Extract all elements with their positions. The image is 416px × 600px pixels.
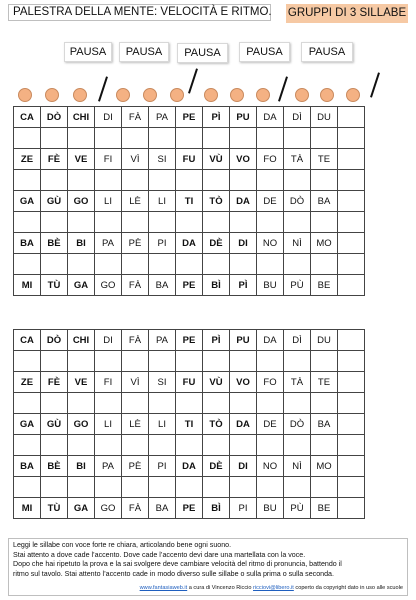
syllable-cell: DI [230, 233, 257, 254]
syllable-cell: GA [14, 414, 41, 435]
instruction-line: Stai attento a dove cade l’accento. Dove cade l’accento devi dare una martellata con la voce. [13, 550, 306, 559]
pause-label: PAUSA [119, 42, 169, 62]
syllable-cell: FI [95, 372, 122, 393]
pause-label: PAUSA [64, 42, 112, 62]
syllable-cell: PÙ [284, 275, 311, 296]
syllable-group-badge: GRUPPI DI 3 SILLABE [286, 4, 408, 23]
syllable-cell: BA [149, 498, 176, 519]
site-link[interactable]: www.fantasiaweb.it [139, 585, 188, 592]
instruction-line: Dopo che hai ripetuto la prova e la sai svolgere deve cambiare velocità del ritmo di pronuncia, battendo il [13, 560, 342, 569]
syllable-cell: PE [176, 107, 203, 128]
syllable-cell: BA [311, 191, 338, 212]
beat-circle [116, 88, 130, 102]
syllable-cell: GO [95, 275, 122, 296]
table-row [14, 456, 365, 477]
syllable-cell: DÒ [284, 414, 311, 435]
syllable-cell: DE [257, 191, 284, 212]
syllable-cell: FÀ [122, 107, 149, 128]
syllable-cell: BI [68, 456, 95, 477]
syllable-cell: DÒ [41, 107, 68, 128]
syllable-cell: DA [230, 414, 257, 435]
beat-circle [256, 88, 270, 102]
pause-slash [278, 76, 288, 101]
empty-cell [338, 330, 365, 351]
syllable-cell: PÙ [284, 498, 311, 519]
syllable-cell: TÙ [41, 275, 68, 296]
syllable-cell: DÌ [284, 330, 311, 351]
syllable-cell: DA [230, 191, 257, 212]
syllable-cell: BÈ [41, 456, 68, 477]
syllable-grid-1 [13, 106, 365, 296]
syllable-cell: TÒ [203, 414, 230, 435]
syllable-cell: PU [230, 330, 257, 351]
empty-cell [338, 191, 365, 212]
syllable-cell: PA [149, 107, 176, 128]
syllable-cell: FÈ [41, 149, 68, 170]
beat-circle [18, 88, 32, 102]
syllable-cell: FO [257, 149, 284, 170]
syllable-cell: DA [176, 233, 203, 254]
syllable-cell: BE [311, 275, 338, 296]
table-row [14, 330, 365, 351]
syllable-cell: DU [311, 330, 338, 351]
empty-row [14, 435, 365, 456]
syllable-cell: BI [68, 233, 95, 254]
syllable-cell: SI [149, 372, 176, 393]
syllable-cell: TI [176, 191, 203, 212]
syllable-cell: FÀ [122, 498, 149, 519]
syllable-cell: TÒ [203, 191, 230, 212]
syllable-cell: FÈ [41, 372, 68, 393]
pause-slash [370, 72, 380, 97]
syllable-cell: TÀ [284, 372, 311, 393]
syllable-cell: GO [68, 191, 95, 212]
syllable-cell: DI [95, 330, 122, 351]
syllable-cell: MO [311, 456, 338, 477]
syllable-cell: NO [257, 456, 284, 477]
syllable-cell: PÌ [230, 275, 257, 296]
table-row [14, 414, 365, 435]
syllable-cell: CA [14, 330, 41, 351]
syllable-cell: TÀ [284, 149, 311, 170]
empty-cell [338, 107, 365, 128]
pause-label: PAUSA [239, 42, 290, 62]
author-text: a cura di Vincenzo Riccio [188, 585, 252, 592]
syllable-cell: VÌ [122, 149, 149, 170]
syllable-cell: MI [14, 498, 41, 519]
beat-circle [295, 88, 309, 102]
syllable-cell: BU [257, 498, 284, 519]
empty-cell [338, 149, 365, 170]
header [8, 4, 408, 22]
empty-row [14, 477, 365, 498]
syllable-cell: LÈ [122, 191, 149, 212]
empty-cell [338, 498, 365, 519]
syllable-cell: BA [14, 456, 41, 477]
syllable-cell: FI [95, 149, 122, 170]
syllable-cell: PE [176, 330, 203, 351]
pause-slash [188, 68, 198, 93]
syllable-cell: FÀ [122, 275, 149, 296]
syllable-cell: CHI [68, 107, 95, 128]
syllable-cell: GÙ [41, 414, 68, 435]
syllable-grid-2 [13, 329, 365, 519]
email-link[interactable]: ricciovi@libero.it [253, 585, 294, 592]
pause-slash [98, 76, 108, 101]
table-row [14, 275, 365, 296]
empty-row [14, 128, 365, 149]
syllable-cell: GÙ [41, 191, 68, 212]
beat-circle [320, 88, 334, 102]
syllable-cell: DA [257, 330, 284, 351]
syllable-cell: TI [176, 414, 203, 435]
syllable-cell: NO [257, 233, 284, 254]
table-row [14, 498, 365, 519]
syllable-cell: VÙ [203, 149, 230, 170]
table-row [14, 372, 365, 393]
syllable-cell: PÌ [203, 330, 230, 351]
syllable-cell: GO [95, 498, 122, 519]
syllable-cell: GA [14, 191, 41, 212]
beat-circle [230, 88, 244, 102]
copyright-credit [140, 584, 403, 594]
syllable-cell: VÙ [203, 372, 230, 393]
syllable-cell: CHI [68, 330, 95, 351]
empty-row [14, 254, 365, 275]
empty-cell [338, 456, 365, 477]
syllable-cell: GO [68, 414, 95, 435]
syllable-cell: GA [68, 275, 95, 296]
syllable-cell: TÙ [41, 498, 68, 519]
table-row [14, 191, 365, 212]
pause-label: PAUSA [177, 43, 228, 63]
table-row [14, 107, 365, 128]
copyright-text: coperto da copyright dato in uso alle scuole [295, 585, 403, 592]
syllable-cell: VE [68, 149, 95, 170]
syllable-cell: BA [311, 414, 338, 435]
syllable-cell: VO [230, 372, 257, 393]
syllable-cell: FÀ [122, 330, 149, 351]
syllable-cell: PA [149, 330, 176, 351]
syllable-cell: FO [257, 372, 284, 393]
syllable-cell: BA [14, 233, 41, 254]
instruction-line: ritmo sul tavolo. Stai attento l’accento cade in modo diverso sulle sillabe o sulla prima o sulla seconda. [13, 569, 334, 578]
syllable-cell: FU [176, 372, 203, 393]
syllable-cell: TE [311, 372, 338, 393]
empty-cell [338, 372, 365, 393]
syllable-cell: BE [311, 498, 338, 519]
empty-cell [338, 233, 365, 254]
syllable-cell: BA [149, 275, 176, 296]
syllable-cell: PÈ [122, 233, 149, 254]
syllable-cell: DA [176, 456, 203, 477]
syllable-cell: PÈ [122, 456, 149, 477]
empty-row [14, 393, 365, 414]
syllable-cell: PI [149, 233, 176, 254]
table-row [14, 233, 365, 254]
syllable-cell: PA [95, 456, 122, 477]
empty-cell [338, 414, 365, 435]
syllable-cell: DÒ [284, 191, 311, 212]
beat-circle [45, 88, 59, 102]
syllable-cell: GA [68, 498, 95, 519]
syllable-cell: DÈ [203, 233, 230, 254]
syllable-cell: PI [149, 456, 176, 477]
pause-label: PAUSA [301, 42, 353, 62]
syllable-cell: LÈ [122, 414, 149, 435]
syllable-cell: TE [311, 149, 338, 170]
table-row [14, 149, 365, 170]
beat-circle [73, 88, 87, 102]
page-title: PALESTRA DELLA MENTE: VELOCITÀ E RITMO. [8, 4, 271, 21]
syllable-cell: BU [257, 275, 284, 296]
syllable-cell: LI [95, 414, 122, 435]
syllable-cell: DÈ [203, 456, 230, 477]
syllable-cell: PÌ [203, 107, 230, 128]
syllable-cell: PI [230, 498, 257, 519]
syllable-cell: NÌ [284, 456, 311, 477]
syllable-cell: ZE [14, 372, 41, 393]
syllable-cell: VE [68, 372, 95, 393]
syllable-cell: PA [95, 233, 122, 254]
syllable-cell: SI [149, 149, 176, 170]
syllable-cell: LI [149, 191, 176, 212]
syllable-cell: MI [14, 275, 41, 296]
syllable-cell: DÒ [41, 330, 68, 351]
beat-circle [170, 88, 184, 102]
syllable-cell: DÌ [284, 107, 311, 128]
syllable-cell: MO [311, 233, 338, 254]
beat-circle [346, 88, 360, 102]
syllable-cell: LI [149, 414, 176, 435]
syllable-cell: DE [257, 414, 284, 435]
syllable-cell: PE [176, 498, 203, 519]
empty-row [14, 212, 365, 233]
syllable-cell: PU [230, 107, 257, 128]
syllable-cell: ZE [14, 149, 41, 170]
syllable-cell: DA [257, 107, 284, 128]
syllable-cell: FU [176, 149, 203, 170]
syllable-cell: VÌ [122, 372, 149, 393]
beat-circle [204, 88, 218, 102]
syllable-cell: BÈ [41, 233, 68, 254]
syllable-cell: DU [311, 107, 338, 128]
syllable-cell: BÌ [203, 498, 230, 519]
empty-row [14, 351, 365, 372]
syllable-cell: LI [95, 191, 122, 212]
syllable-cell: CA [14, 107, 41, 128]
instruction-line: Leggi le sillabe con voce forte re chiara, articolando bene ogni suono. [13, 541, 232, 549]
beat-circle [143, 88, 157, 102]
syllable-cell: PE [176, 275, 203, 296]
empty-cell [338, 275, 365, 296]
syllable-cell: BÌ [203, 275, 230, 296]
syllable-cell: DI [95, 107, 122, 128]
empty-row [14, 170, 365, 191]
instructions-box [8, 538, 408, 596]
syllable-cell: NÌ [284, 233, 311, 254]
syllable-cell: DI [230, 456, 257, 477]
syllable-cell: VO [230, 149, 257, 170]
